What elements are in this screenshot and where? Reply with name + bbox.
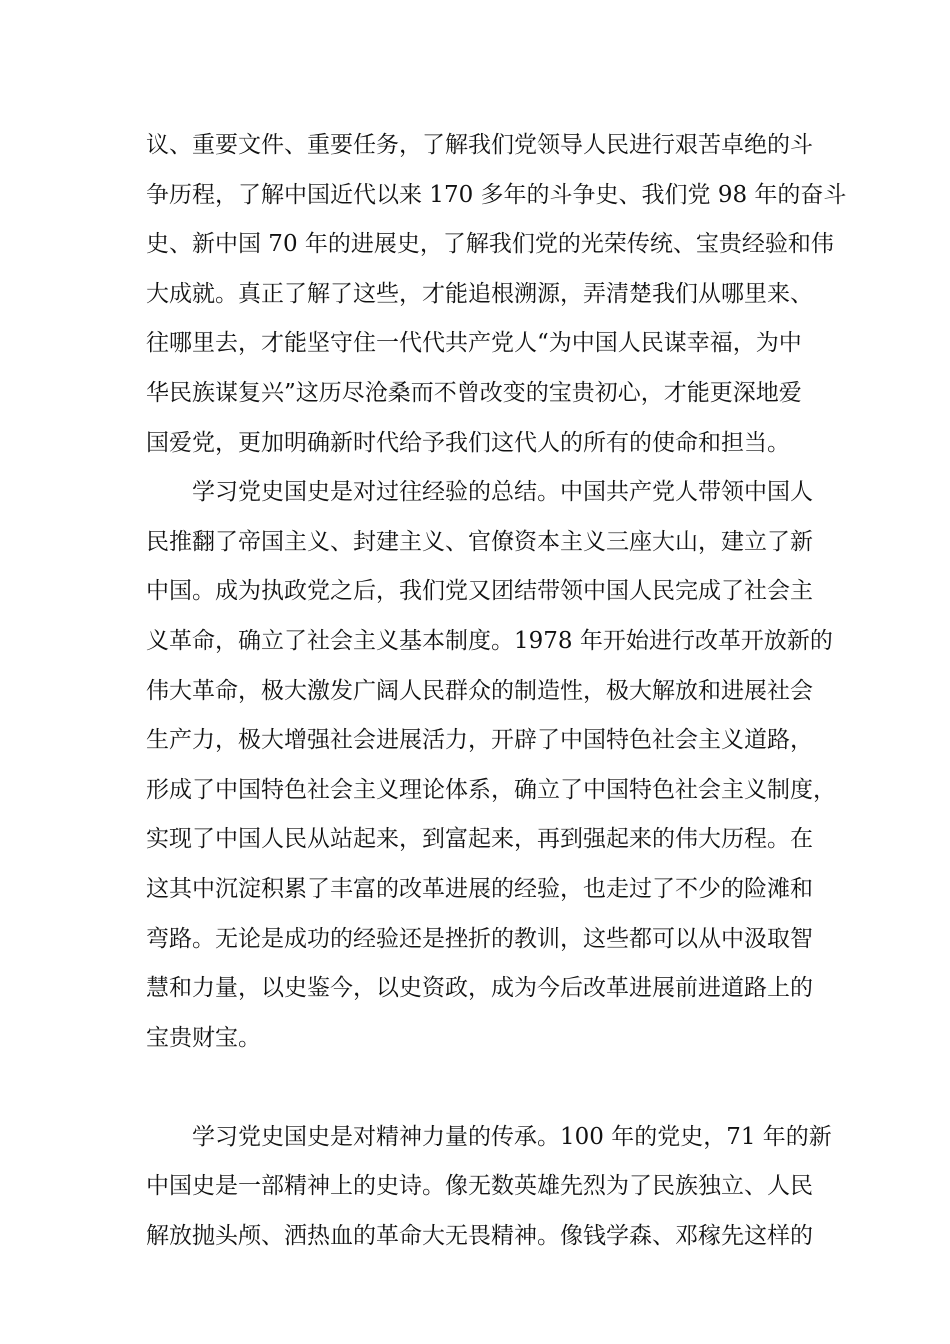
paragraph-line: 实现了中国人民从站起来，到富起来，再到强起来的伟大历程。在 — [146, 826, 813, 853]
paragraph-line: 宝贵财宝。 — [146, 1024, 261, 1051]
paragraph-line: 中国史是一部精神上的史诗。像无数英雄先烈为了民族独立、人民 — [146, 1173, 813, 1200]
paragraph-line: 争历程，了解中国近代以来 170 多年的斗争史、我们党 98 年的奋斗 — [146, 181, 847, 208]
paragraph-line: 国爱党，更加明确新时代给予我们这代人的所有的使命和担当。 — [146, 429, 790, 456]
paragraph-line: 慧和力量，以史鉴今，以史资政，成为今后改革进展前进道路上的 — [146, 975, 813, 1002]
document-body — [146, 121, 847, 1262]
paragraph-line: 学习党史国史是对精神力量的传承。100 年的党史，71 年的新 — [192, 1123, 832, 1150]
paragraph-line: 伟大革命，极大激发广阔人民群众的制造性，极大解放和进展社会 — [146, 677, 813, 704]
paragraph-line: 解放抛头颅、洒热血的革命大无畏精神。像钱学森、邓稼先这样的 — [146, 1223, 813, 1250]
paragraph-line: 学习党史国史是对过往经验的总结。中国共产党人带领中国人 — [192, 479, 813, 506]
paragraph-line: 民推翻了帝国主义、封建主义、官僚资本主义三座大山，建立了新 — [146, 528, 813, 555]
paragraph-line: 这其中沉淀积累了丰富的改革进展的经验，也走过了不少的险滩和 — [146, 875, 813, 902]
paragraph-line: 生产力，极大增强社会进展活力，开辟了中国特色社会主义道路， — [146, 727, 813, 754]
paragraph-line: 史、新中国 70 年的进展史，了解我们党的光荣传统、宝贵经验和伟 — [146, 231, 834, 258]
paragraph-line: 弯路。无论是成功的经验还是挫折的教训，这些都可以从中汲取智 — [146, 925, 813, 952]
paragraph-line: 大成就。真正了解了这些，才能追根溯源，弄清楚我们从哪里来、 — [146, 280, 813, 307]
paragraph-1 — [146, 121, 847, 468]
paragraph-3 — [146, 1113, 832, 1262]
paragraph-line — [146, 1063, 826, 1113]
paragraph-line: 形成了中国特色社会主义理论体系，确立了中国特色社会主义制度， — [146, 776, 836, 803]
paragraph-2 — [146, 468, 836, 1113]
paragraph-line: 往哪里去，才能坚守住一代代共产党人“为中国人民谋幸福，为中 — [146, 330, 802, 357]
paragraph-line: 议、重要文件、重要任务，了解我们党领导人民进行艰苦卓绝的斗 — [146, 132, 813, 158]
paragraph-line: 中国。成为执政党之后，我们党又团结带领中国人民完成了社会主 — [146, 578, 813, 605]
paragraph-line: 义革命，确立了社会主义基本制度。1978 年开始进行改革开放新的 — [146, 627, 833, 654]
paragraph-line: 华民族谋复兴”这历尽沧桑而不曾改变的宝贵初心，才能更深地爱 — [146, 379, 802, 406]
